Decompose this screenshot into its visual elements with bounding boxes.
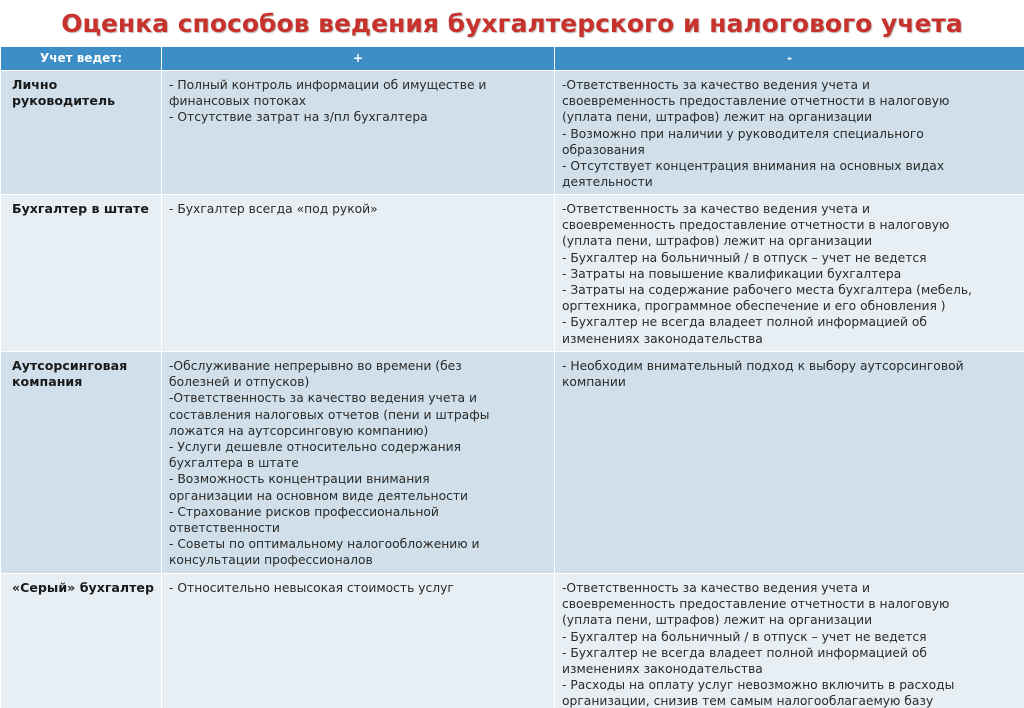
cons-line: - Затраты на содержание рабочего места бухгалтера (мебель, — [562, 283, 972, 298]
label-line: руководитель — [12, 93, 116, 108]
pros-line: -Обслуживание непрерывно во времени (без — [169, 359, 462, 373]
pros-cell — [162, 71, 555, 195]
comparison-table — [0, 46, 1024, 708]
header-accounting-by: Учет ведет: — [1, 47, 162, 71]
cons-line: - Затраты на повышение квалификации бухгалтера — [562, 266, 902, 281]
cons-cell — [555, 352, 1024, 574]
cons-line: изменениях законодательства — [562, 331, 763, 346]
pros-line: составления налоговых отчетов (пени и штрафы — [169, 407, 490, 422]
pros-line: консультации профессионалов — [169, 553, 373, 568]
cons-line: - Расходы на оплату услуг невозможно включить в расходы — [562, 678, 955, 693]
cons-line: оргтехника, программное обеспечение и его обновления ) — [562, 299, 946, 314]
cons-line: (уплата пени, штрафов) лежит на организации — [562, 613, 873, 628]
label-line: Бухгалтер в — [12, 201, 100, 216]
cons-line: своевременность предоставление отчетности в налоговую — [562, 218, 950, 233]
pros-line: - Относительно невысокая стоимость услуг — [169, 581, 454, 595]
label-line: Аутсорсинговая — [12, 358, 128, 373]
label-line: штате — [103, 201, 149, 216]
table-row — [1, 195, 1024, 352]
pros-line: - Услуги дешевле относительно содержания — [169, 440, 462, 455]
cons-line: - Необходим внимательный подход к выбору аутсорсинговой — [562, 359, 964, 373]
page-title: Оценка способов ведения бухгалтерского и налогового учета — [61, 9, 963, 38]
row-label — [1, 574, 162, 708]
row-label — [1, 195, 162, 352]
cons-line: компании — [562, 375, 626, 390]
label-line: Лично — [12, 77, 58, 92]
pros-line: - Возможность концентрации внимания — [169, 472, 430, 487]
cons-line: -Ответственность за качество ведения учета и — [562, 78, 870, 92]
cons-line: - Бухгалтер не всегда владеет полной информацией об — [562, 315, 927, 330]
pros-line: -Ответственность за качество ведения учета и — [169, 391, 477, 406]
cons-line: -Ответственность за качество ведения учета и — [562, 581, 870, 595]
pros-line: ложатся на аутсорсинговую компанию) — [169, 423, 429, 438]
cons-cell — [555, 71, 1024, 195]
cons-line: (уплата пени, штрафов) лежит на организации — [562, 234, 873, 249]
pros-cell — [162, 352, 555, 574]
cons-line: - Отсутствует концентрация внимания на основных видах — [562, 159, 945, 174]
pros-line: - Страхование рисков профессиональной — [169, 504, 439, 519]
row-label — [1, 71, 162, 195]
label-line: бухгалтер — [79, 580, 154, 595]
cons-line: изменениях законодательства — [562, 662, 763, 677]
cons-line: своевременность предоставление отчетности в налоговую — [562, 597, 950, 612]
pros-line: болезней и отпусков) — [169, 375, 310, 390]
pros-line: организации на основном виде деятельности — [169, 488, 469, 503]
table-row — [1, 352, 1024, 574]
pros-line: - Советы по оптимальному налогообложению и — [169, 537, 480, 552]
pros-line: - Полный контроль информации об имуществе и — [169, 78, 487, 92]
pros-cell — [162, 195, 555, 352]
header-pros: + — [162, 47, 555, 71]
cons-line: (уплата пени, штрафов) лежит на организации — [562, 110, 873, 125]
pros-line: ответственности — [169, 521, 280, 536]
cons-line: - Возможно при наличии у руководителя специального — [562, 126, 924, 141]
cons-line: образования — [562, 142, 645, 157]
pros-line: финансовых потоках — [169, 94, 307, 109]
pros-line: - Бухгалтер всегда «под рукой» — [169, 202, 378, 216]
pros-line: - Отсутствие затрат на з/пл бухгалтера — [169, 110, 428, 125]
cons-cell — [555, 574, 1024, 708]
header-cons: - — [555, 47, 1024, 71]
row-label — [1, 352, 162, 574]
cons-line: организации, снизив тем самым налогооблагаемую базу — [562, 694, 934, 708]
cons-line: своевременность предоставление отчетности в налоговую — [562, 94, 950, 109]
pros-line: бухгалтера в штате — [169, 456, 299, 471]
label-line: «Серый» — [12, 580, 76, 595]
table-row — [1, 71, 1024, 195]
label-line: компания — [12, 374, 83, 389]
cons-line: - Бухгалтер на больничный / в отпуск – учет не ведется — [562, 629, 927, 644]
table-row — [1, 574, 1024, 708]
cons-line: - Бухгалтер на больничный / в отпуск – учет не ведется — [562, 250, 927, 265]
cons-cell — [555, 195, 1024, 352]
pros-cell — [162, 574, 555, 708]
cons-line: -Ответственность за качество ведения учета и — [562, 202, 870, 216]
table-header-row — [1, 47, 1024, 71]
cons-line: деятельности — [562, 175, 653, 190]
cons-line: - Бухгалтер не всегда владеет полной информацией об — [562, 645, 927, 660]
